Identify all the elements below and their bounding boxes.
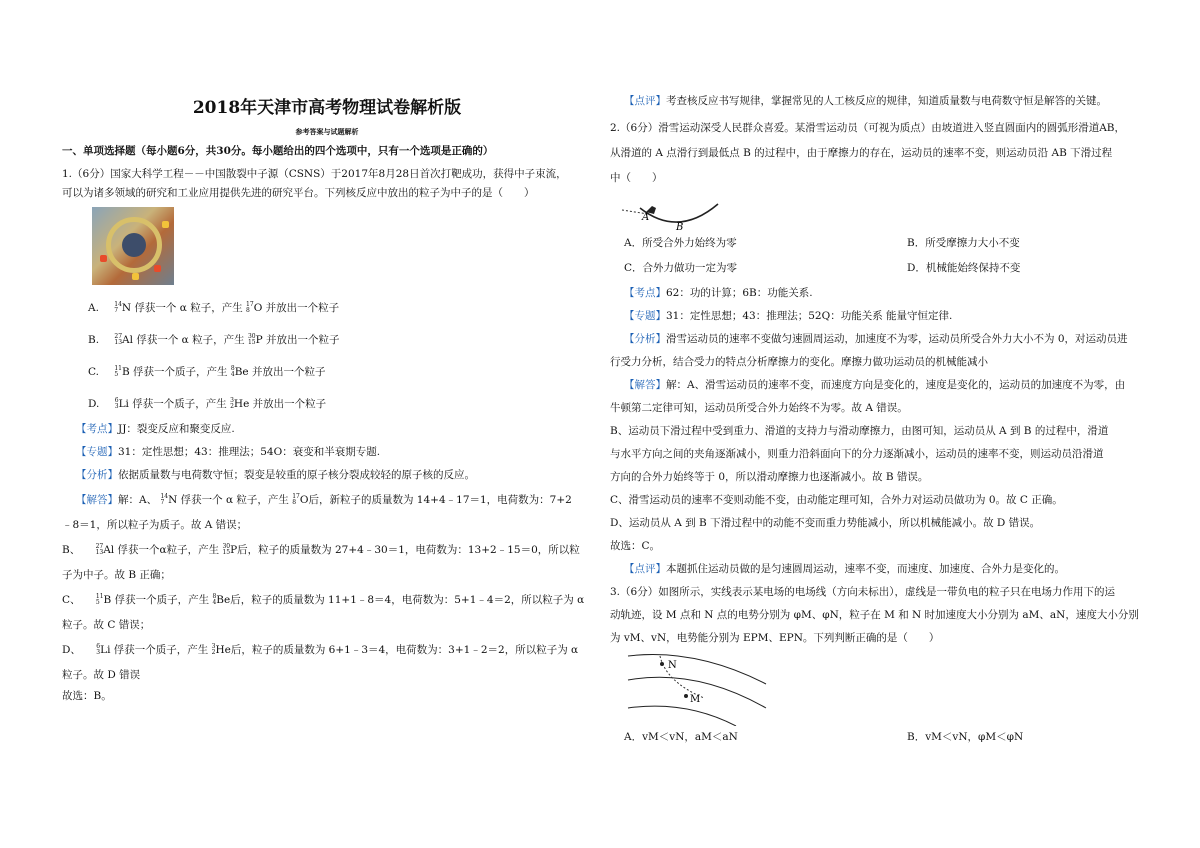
page-title: 2018年天津市高考物理试卷解析版 — [192, 98, 462, 118]
q1-option[interactable]: B. 27 13 Al 俘获一个 α 粒子，产生 30 15 P 并放出一个粒子 — [88, 333, 340, 346]
left-column — [62, 96, 592, 706]
q2-stem-line3: 中（ ） — [610, 172, 663, 184]
q2-option-c[interactable]: C．合外力做功一定为零 — [624, 262, 738, 274]
right-column — [610, 92, 1160, 747]
q2-answer: 故选：C。 — [610, 540, 661, 552]
q2-option-d[interactable]: D．机械能始终保持不变 — [907, 262, 1021, 274]
q3-option-b[interactable]: B．vM＜vN，φM＜φN — [907, 731, 1024, 743]
q1-option[interactable]: C. 11 5 B 俘获一个质子，产生 8 4 Be 并放出一个粒子 — [88, 365, 326, 378]
q2-jieda-line7: D、运动员从 A 到 B 下滑过程中的动能不变而重力势能减小，所以机械能减小。故 D 错误。 — [610, 517, 1041, 529]
q2-jieda-line6: C、滑雪运动员的速率不变则动能不变，由动能定理可知，合外力对运动员做功为 0。故 C 正确。 — [610, 494, 1063, 506]
ski-slope-figure — [618, 190, 728, 232]
q1-jieda-d: D、 6 3 Li 俘获一个质子，产生 3 2 He后，粒子的质量数为 6+1﹣3＝4，电荷数为：3+1﹣2＝2，所以粒子为 α — [62, 643, 579, 656]
q3-stem-line3: 为 vM、vN，电势能分别为 EPM、EPN。下列判断正确的是（ ） — [610, 632, 940, 644]
q2-stem-line2: 从滑道的 A 点滑行到最低点 B 的过程中，由于摩擦力的存在，运动员的速率不变，则运动员沿 AB 下滑过程 — [610, 147, 1113, 159]
q1-answer: 故选：B。 — [62, 690, 112, 702]
q1-stem-line1: 1.（6分）国家大科学工程－－中国散裂中子源（CSNS）于2017年8月28日首次打靶成功，获得中子束流， — [62, 168, 567, 180]
q1-option[interactable]: A. 14 7 N 俘获一个 α 粒子，产生 17 8 O 并放出一个粒子 — [88, 301, 340, 314]
q2-kaodian: 【考点】62：功的计算；6B：功能关系. — [624, 287, 813, 299]
fig-label-m: M — [690, 694, 701, 705]
fig-label-n: N — [668, 660, 677, 671]
q1-options — [62, 299, 592, 414]
q1-jieda-d-cont: 粒子。故 D 错误 — [62, 669, 141, 681]
q2-options-row2 — [610, 259, 1160, 278]
q1-fenxi: 【分析】依据质量数与电荷数守恒；裂变是较重的原子核分裂成较轻的原子核的反应。 — [76, 469, 475, 481]
q2-dianping: 【点评】本题抓住运动员做的是匀速圆周运动，速率不变，而速度、加速度、合外力是变化的。 — [624, 563, 1065, 575]
q2-jieda: 【解答】解：A、滑雪运动员的速率不变，而速度方向是变化的，速度是变化的，运动员的加速度不为零，由 — [624, 379, 1126, 391]
fig-label-a: A — [642, 212, 650, 223]
q1-kaodian: 【考点】JJ：裂变反应和聚变反应. — [76, 423, 235, 435]
q2-options-row1 — [610, 234, 1160, 253]
q2-jieda-line2: 牛顿第二定律可知，运动员所受合外力始终不为零。故 A 错误。 — [610, 402, 908, 414]
q1-jieda-c: C、 11 5 B 俘获一个质子，产生 8 4 Be后，粒子的质量数为 11+1﹣8＝4，电荷数为：5+1﹣4＝2，所以粒子为 α — [62, 593, 585, 606]
page-subtitle: 参考答案与试题解析 — [295, 127, 359, 136]
q3-option-a[interactable]: A．vM＜vN，aM＜aN — [624, 731, 738, 743]
q2-jieda-line4: 与水平方向之间的夹角逐渐减小，则重力沿斜面向下的分力逐渐减小，运动员的速率不变，则运动员沿滑道 — [610, 448, 1104, 460]
q1-jieda-c-cont: 粒子。故 C 错误； — [62, 619, 151, 631]
q3-options-row1 — [610, 728, 1160, 747]
q2-zhuanti: 【专题】31：定性思想；43：推理法；52Q：功能关系 能量守恒定律. — [624, 310, 953, 322]
q1-dianping: 【点评】考查核反应书写规律，掌握常见的人工核反应的规律，知道质量数与电荷数守恒是解答的关键。 — [624, 95, 1107, 107]
q2-option-a[interactable]: A．所受合外力始终为零 — [624, 237, 737, 249]
section-heading: 一、单项选择题（每小题6分，共30分。每小题给出的四个选项中，只有一个选项是正确的） — [62, 145, 494, 157]
q3-stem-line2: 动轨迹，设 M 点和 N 点的电势分别为 φM、φN，粒子在 M 和 N 时加速度大小分别为 aM、aN，速度大小分别 — [610, 609, 1139, 621]
field-lines-figure — [626, 650, 776, 726]
q1-jieda-b: B、 27 13 Al 俘获一个α粒子，产生 30 15 P后，粒子的质量数为 27+4﹣30＝1，电荷数为：13+2﹣15＝0，所以粒 — [62, 543, 580, 556]
q2-stem-line1: 2.（6分）滑雪运动深受人民群众喜爱。某滑雪运动员（可视为质点）由坡道进入竖直圆面内的圆弧形滑道AB， — [610, 122, 1125, 134]
q1-stem-line2: 可以为诸多领域的研究和工业应用提供先进的研究平台。下列核反应中放出的粒子为中子的是（ ） — [62, 187, 535, 199]
fig-label-b: B — [676, 222, 684, 232]
reactor-photo — [92, 207, 174, 285]
q2-option-b[interactable]: B．所受摩擦力大小不变 — [907, 237, 1020, 249]
q1-jieda-b-cont: 子为中子。故 B 正确； — [62, 569, 171, 581]
q1-zhuanti: 【专题】31：定性思想；43：推理法；54O：衰变和半衰期专题. — [76, 446, 381, 458]
q2-fenxi-cont: 行受力分析，结合受力的特点分析摩擦力的变化。摩擦力做功运动员的机械能减小 — [610, 356, 988, 368]
q1-jieda-a: 【解答】解：A、 14 7 N 俘获一个 α 粒子，产生 17 8 O后，新粒子的质量数为 14+4﹣17＝1，电荷数为：7+2 — [76, 493, 572, 506]
q2-jieda-line3: B、运动员下滑过程中受到重力、滑道的支持力与滑动摩擦力，由图可知，运动员从 A 到 B 的过程中，滑道 — [610, 425, 1109, 437]
q1-option[interactable]: D. 6 3 Li 俘获一个质子，产生 3 2 He 并放出一个粒子 — [88, 397, 327, 410]
q2-fenxi: 【分析】滑雪运动员的速率不变做匀速圆周运动，加速度不为零，运动员所受合外力大小不为 0，对运动员进 — [624, 333, 1128, 345]
q1-jieda-a-cont: ﹣8＝1，所以粒子为质子。故 A 错误； — [62, 519, 248, 531]
q3-stem-line1: 3.（6分）如图所示，实线表示某电场的电场线（方向未标出），虚线是一带负电的粒子只在电场力作用下的运 — [610, 586, 1115, 598]
q2-jieda-line5: 方向的合外力始终等于 0，所以滑动摩擦力也逐渐减小。故 B 错误。 — [610, 471, 929, 483]
